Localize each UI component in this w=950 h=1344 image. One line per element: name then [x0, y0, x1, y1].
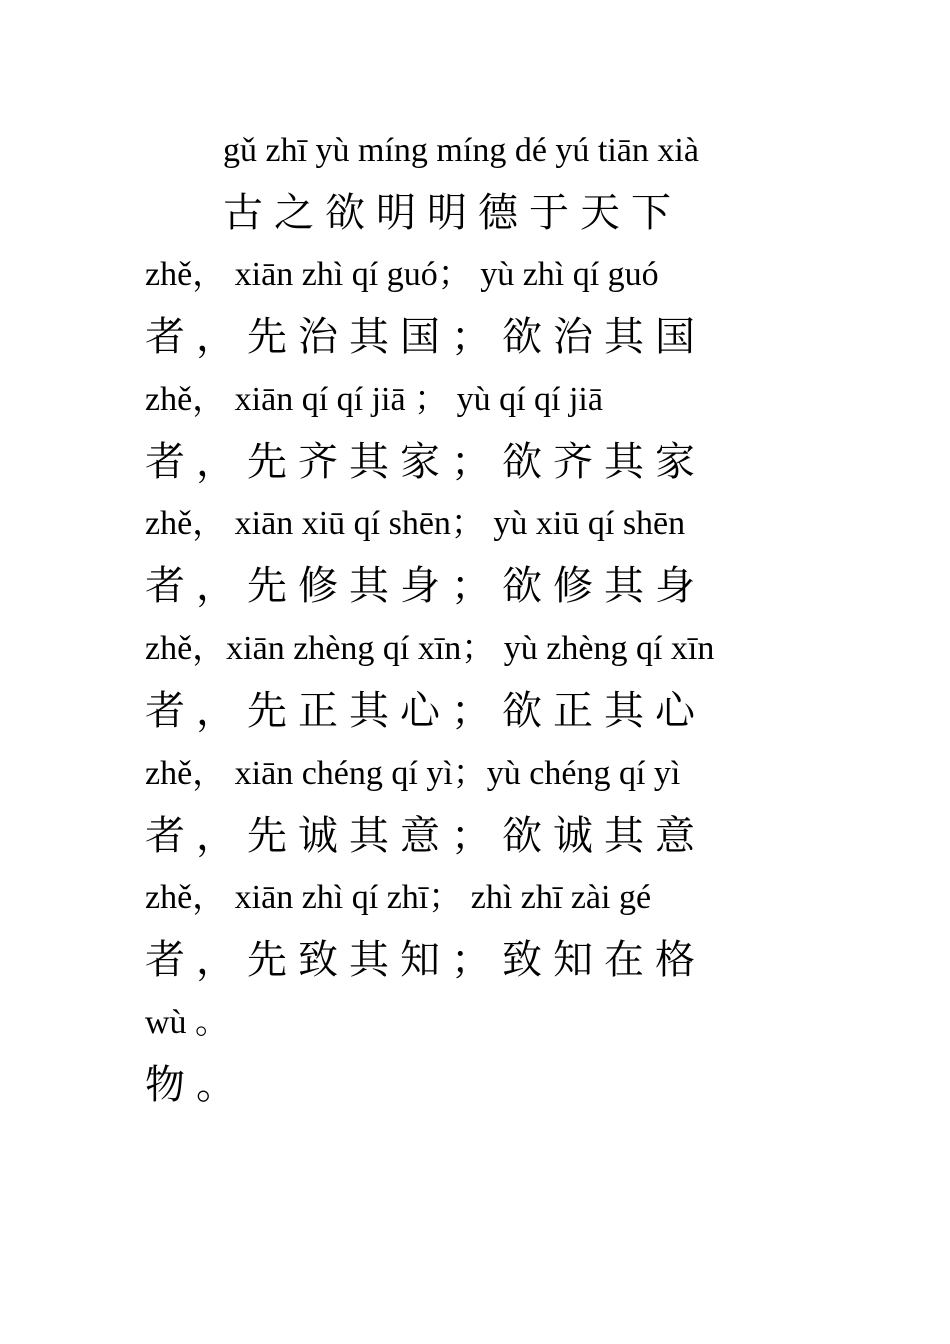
hanzi-line-1: 古之欲明明德于天下 [223, 190, 682, 236]
hanzi-line-6: 者，先诚其意；欲诚其意 [145, 813, 706, 859]
pinyin-line-6: zhě， xiān chéng qí yì；yù chéng qí yì [145, 755, 681, 792]
pinyin-line-8: wù 。 [145, 1004, 230, 1041]
pinyin-line-5: zhě，xiān zhèng qí xīn； yù zhèng qí xīn [145, 630, 715, 667]
pinyin-line-2: zhě， xiān zhì qí guó； yù zhì qí guó [145, 256, 659, 293]
hanzi-line-2: 者，先治其国；欲治其国 [145, 314, 706, 360]
pinyin-line-1: gǔ zhī yù míng míng dé yú tiān xià [223, 132, 699, 169]
pinyin-line-3: zhě， xiān qí qí jiā ； yù qí qí jiā [145, 381, 603, 418]
pinyin-line-4: zhě， xiān xiū qí shēn； yù xiū qí shēn [145, 505, 686, 542]
hanzi-line-5: 者，先正其心；欲正其心 [145, 688, 706, 734]
hanzi-line-8: 物。 [145, 1062, 247, 1108]
pinyin-line-7: zhě， xiān zhì qí zhī； zhì zhī zài gé [145, 879, 652, 916]
hanzi-line-3: 者，先齐其家；欲齐其家 [145, 439, 706, 485]
hanzi-line-4: 者，先修其身；欲修其身 [145, 563, 706, 609]
hanzi-line-7: 者，先致其知；致知在格 [145, 937, 706, 983]
